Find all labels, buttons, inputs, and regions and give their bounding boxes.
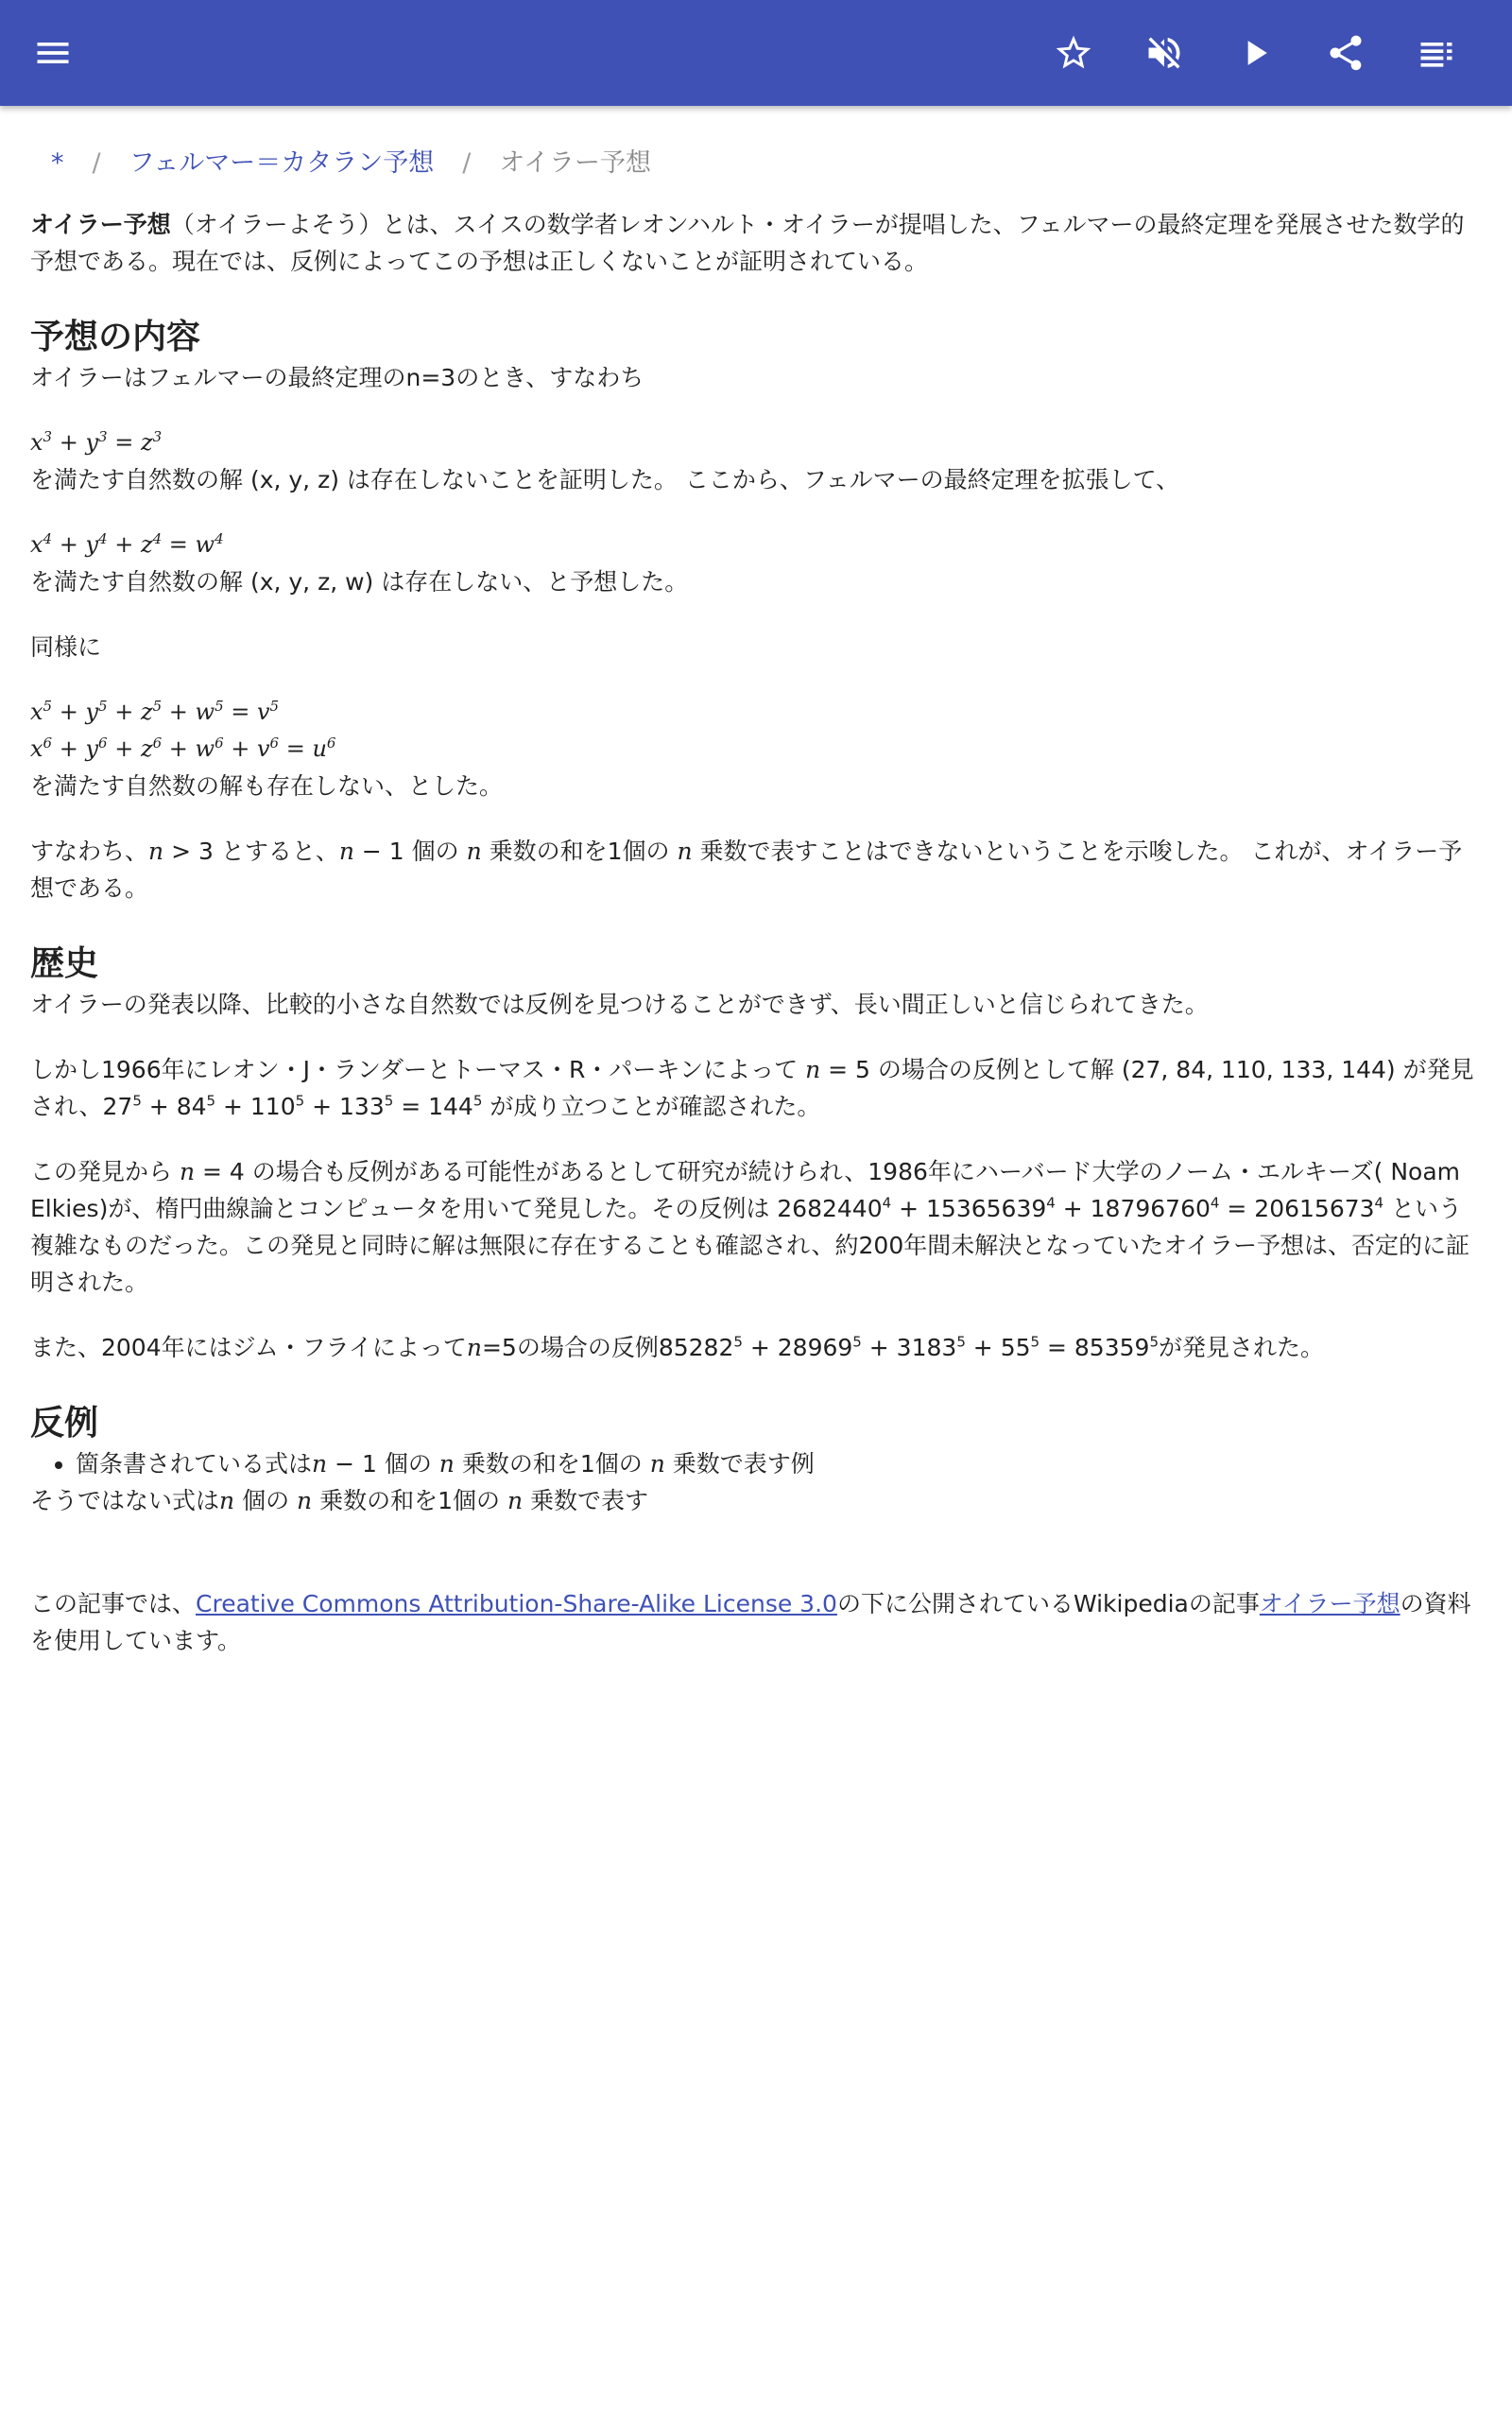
- play-button[interactable]: [1225, 23, 1285, 83]
- breadcrumb-home[interactable]: *: [51, 147, 64, 178]
- paragraph: オイラーの発表以降、比較的小さな自然数では反例を見つけることができず、長い間正しいと信じられてきた。: [30, 991, 1209, 1018]
- breadcrumb-separator: /: [462, 147, 472, 178]
- article: [30, 142, 1482, 1659]
- star-outline-icon: [1053, 32, 1094, 74]
- section-heading-history: 歴史: [30, 944, 99, 983]
- section-heading-content: 予想の内容: [30, 318, 201, 356]
- paragraph: を満たす自然数の解 (x, y, z) は存在しないことを証明した。 ここから、フェルマーの最終定理を拡張して、: [30, 466, 1180, 493]
- license-notice: この記事では、Creative Commons Attribution-Share-Alike License 3.0の下に公開されているWikipediaの記事オイラー予想の資料を使用しています。: [30, 1590, 1471, 1654]
- formula-n6: $x^6 + y^6 + z^6 + w^6 + v^6 = u^6$: [30, 735, 336, 762]
- intro-term: オイラー予想: [30, 211, 171, 238]
- breadcrumb: [51, 142, 1482, 183]
- paragraph: そうではない式はn 個の n 乗数の和を1個の n 乗数で表す: [30, 1487, 649, 1514]
- breadcrumb-separator: /: [92, 147, 101, 178]
- intro-text: （オイラーよそう）とは、スイスの数学者レオンハルト・オイラーが提唱した、フェルマーの最終定理を発展させた数学的予想である。現在では、反例によってこの予想は正しくないことが証明されている。: [30, 211, 1465, 275]
- list-item: • 箇条書されている式はn − 1 個の n 乗数の和を1個の n 乗数で表す例: [76, 1445, 1482, 1482]
- intro-paragraph: [30, 206, 1482, 280]
- contents-button[interactable]: [1406, 23, 1467, 83]
- formula-n3: $x^3 + y^3 = z^3$: [30, 428, 163, 456]
- share-icon: [1325, 32, 1366, 74]
- paragraph: また、2004年にはジム・フライによってn=5の場合の反例$85282^5 + 28969^5 + 3183^5 + 55^5 = 85359^5$が発見された。: [30, 1333, 1324, 1361]
- paragraph: を満たす自然数の解 (x, y, z, w) は存在しない、と予想した。: [30, 568, 689, 596]
- app-bar: [0, 0, 1512, 106]
- section-heading-counterexamples: 反例: [30, 1404, 99, 1443]
- breadcrumb-parent[interactable]: フェルマー＝カタラン予想: [129, 147, 435, 178]
- paragraph: すなわち、n > 3 とすると、n − 1 個の n 乗数の和を1個の n 乗数で表すことはできないということを示唆した。 これが、オイラー予想である。: [30, 838, 1463, 902]
- source-article-link[interactable]: オイラー予想: [1259, 1590, 1400, 1617]
- play-icon: [1234, 32, 1276, 74]
- menu-icon: [32, 32, 74, 74]
- paragraph: 同様に: [30, 633, 102, 661]
- formula-n5: $x^5 + y^5 + z^5 + w^5 = v^5$: [30, 698, 280, 725]
- volume-off-icon: [1143, 32, 1185, 74]
- playlist-icon: [1416, 32, 1457, 74]
- license-link[interactable]: Creative Commons Attribution-Share-Alike License 3.0: [196, 1590, 837, 1617]
- paragraph: この発見から n = 4 の場合も反例がある可能性があるとして研究が続けられ、1986年にハーバード大学のノーム・エルキーズ( Noam Elkies)が、楕円曲線論とコンピュータを用いて発見した。その反例は $2682440^4 + 15365639^4 + 18796760^4 = 20615673^4$ という複雑なものだった。この発見と同時に解は無限に存在することも確認され、約200年間未解決となっていたオイラー予想は、否定的に証明された。: [30, 1158, 1469, 1296]
- formula-n4: $x^4 + y^4 + z^4 = w^4$: [30, 530, 224, 558]
- bullet-list: [30, 1445, 1482, 1482]
- menu-button[interactable]: [23, 23, 83, 83]
- paragraph: オイラーはフェルマーの最終定理のn=3のとき、すなわち: [30, 364, 644, 391]
- share-button[interactable]: [1315, 23, 1376, 83]
- favorite-button[interactable]: [1043, 23, 1104, 83]
- breadcrumb-current: オイラー予想: [499, 147, 652, 178]
- paragraph: を満たす自然数の解も存在しない、とした。: [30, 772, 504, 800]
- paragraph: しかし1966年にレオン・J・ランダーとトーマス・R・パーキンによって n = 5 の場合の反例として解 (27, 84, 110, 133, 144) が発見され、$27^5 + 84^5 + 110^5 + 133^5 = 144^5$ が成り立つことが確認された。: [30, 1056, 1474, 1120]
- mute-button[interactable]: [1134, 23, 1194, 83]
